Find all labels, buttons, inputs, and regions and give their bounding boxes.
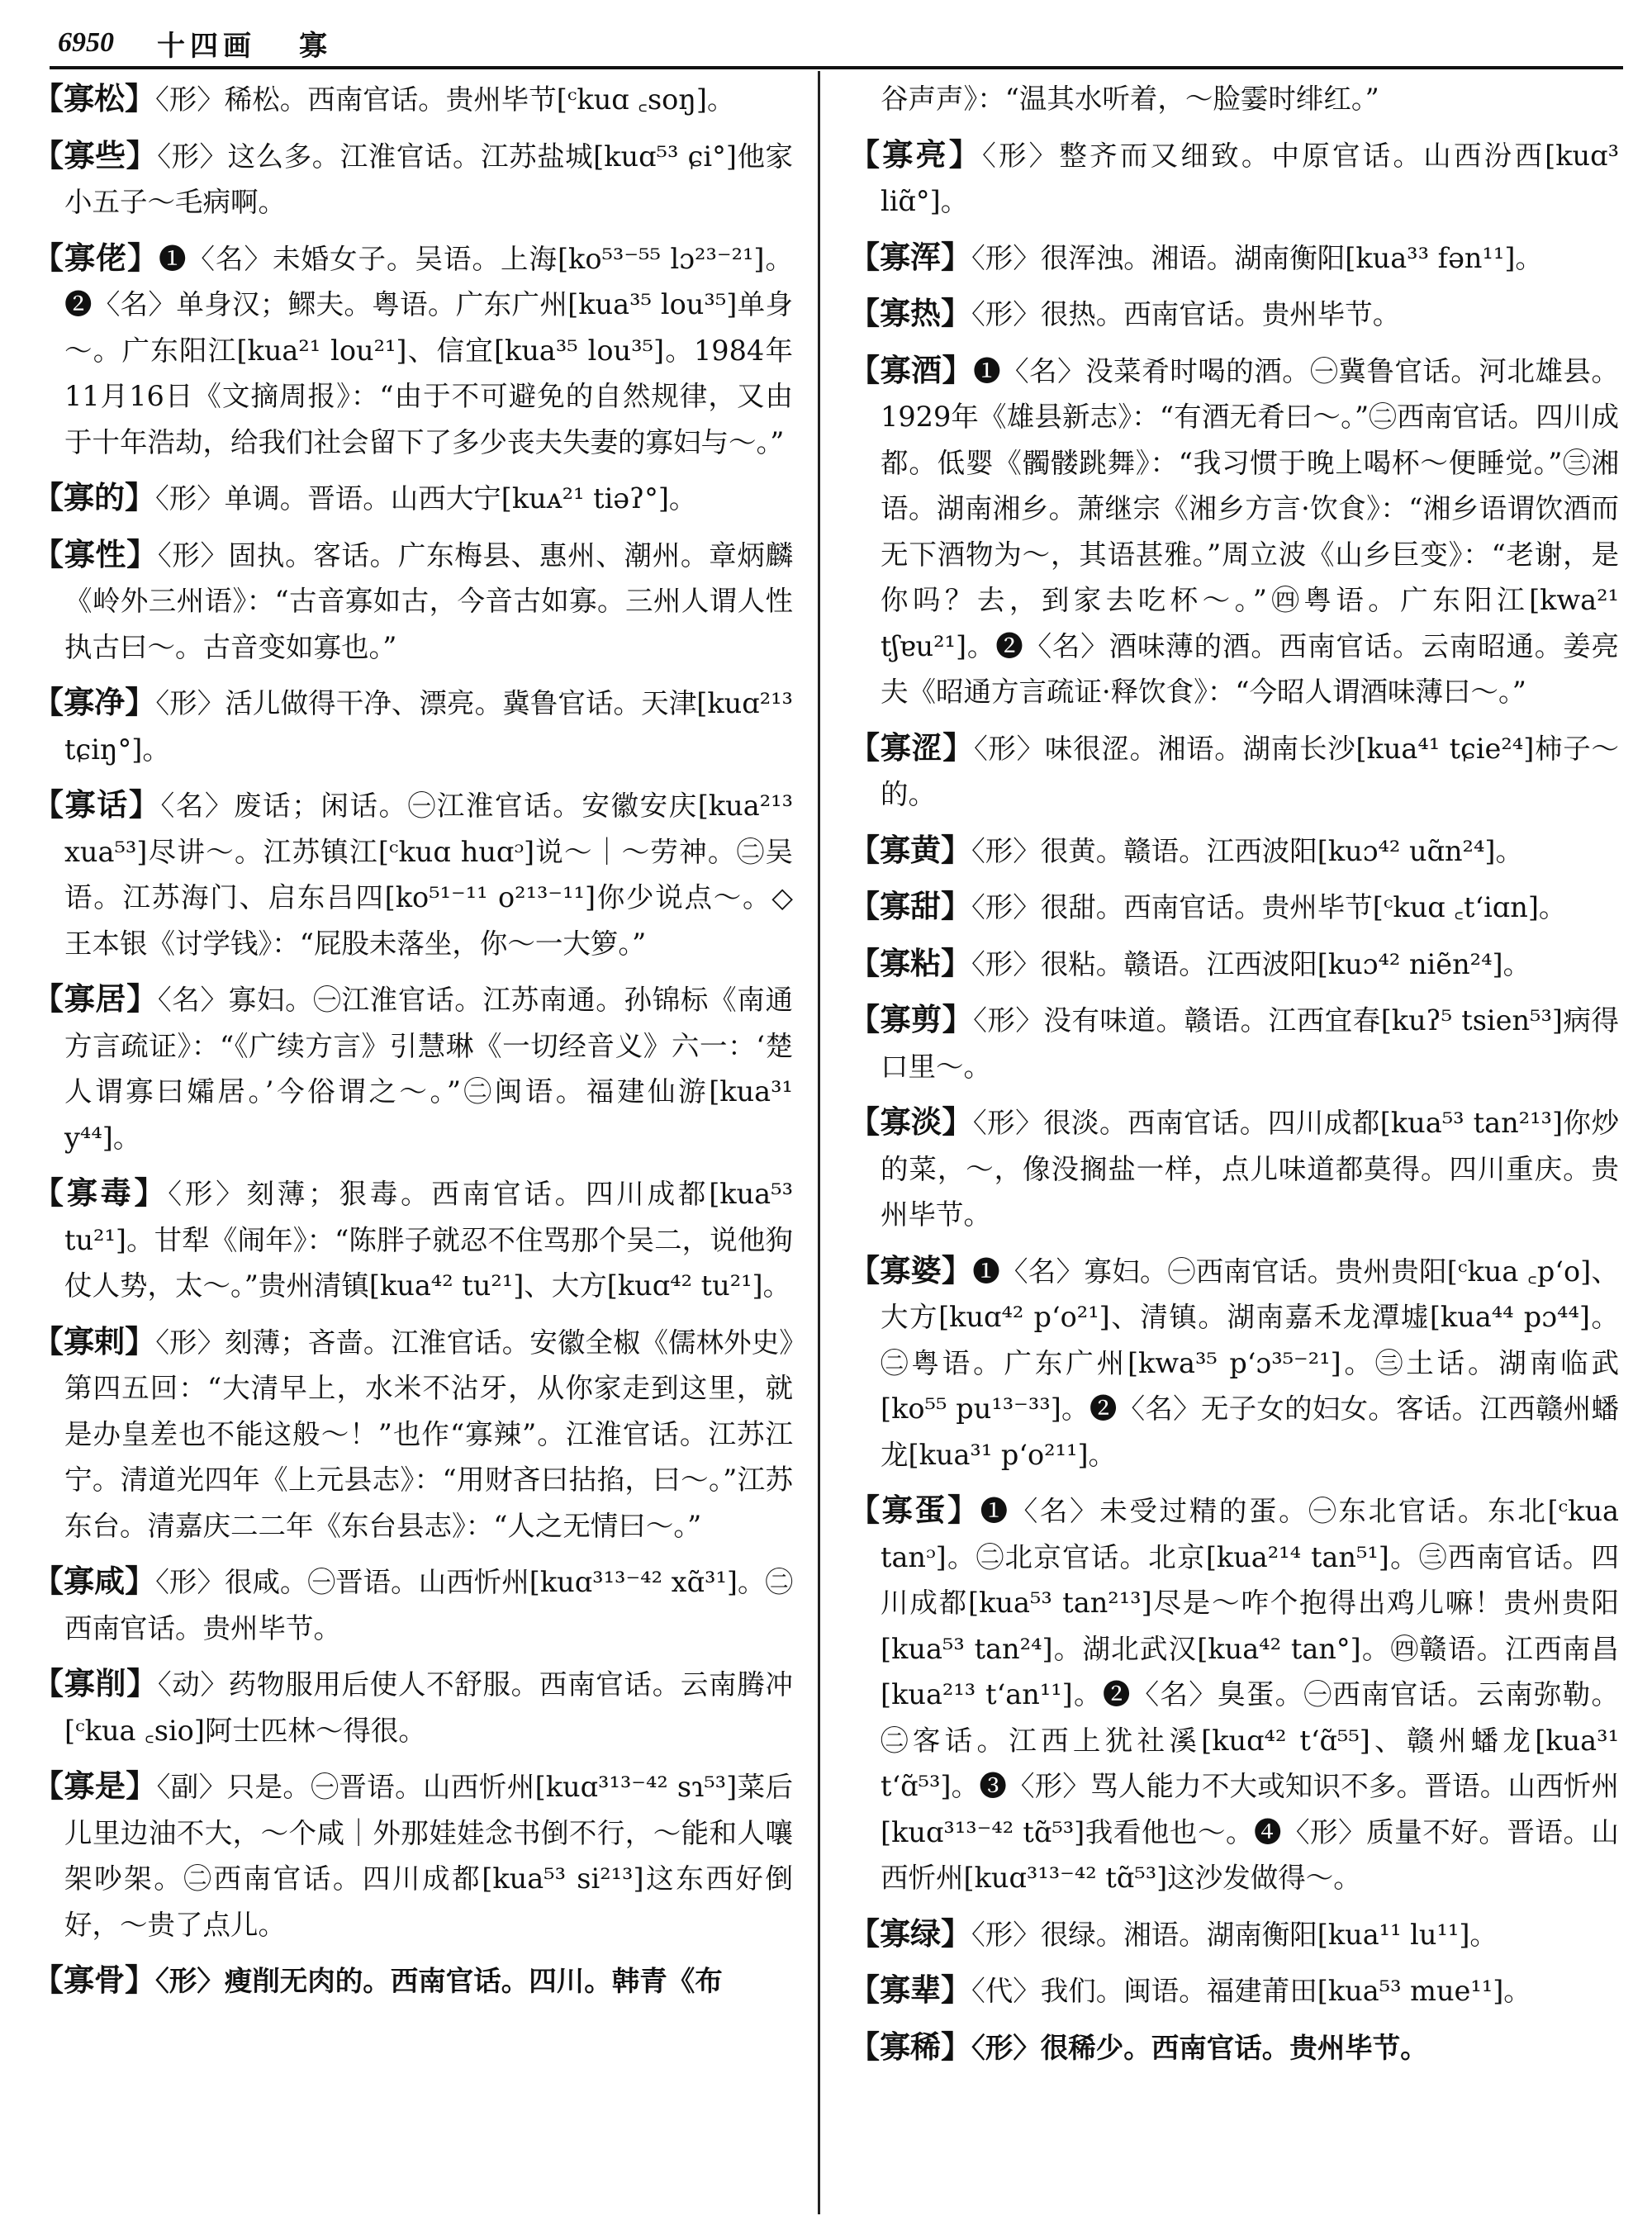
entry-headword: 【寡性】 bbox=[33, 536, 158, 572]
entry-headword: 【寡稀】 bbox=[849, 2028, 971, 2065]
entry-definition: 〈形〉很稀少。西南官话。贵州毕节。 bbox=[971, 2031, 1428, 2064]
right-column bbox=[849, 76, 1619, 2207]
entry-headword: 【寡黄】 bbox=[849, 832, 971, 868]
entry-definition: 〈形〉很浑浊。湘语。湖南衡阳[kua³³ fən¹¹]。 bbox=[971, 241, 1543, 274]
dictionary-entry bbox=[33, 235, 793, 466]
entry-headword: 【寡婆】 bbox=[849, 1252, 973, 1288]
entry-headword: 【寡咸】 bbox=[33, 1563, 156, 1599]
entry-definition: 〈名〉寡妇。㊀江淮官话。江苏南通。孙锦标《南通方言疏证》：“《广续方言》引慧琳《一切经音义》六一：‘楚人谓寡曰孀居。’今俗谓之～。”㊁闽语。福建仙游[kua³¹ y⁴⁴]。 bbox=[64, 984, 793, 1154]
head-character: 寡 bbox=[299, 29, 332, 63]
entry-definition: 〈形〉很咸。㊀晋语。山西忻州[kuɑ³¹³⁻⁴² xɑ̃³¹]。㊁西南官话。贵州毕节。 bbox=[64, 1566, 793, 1644]
entry-definition: 〈形〉没有味道。赣语。江西宜春[kuʔ⁵ tsien⁵³]病得口里～。 bbox=[881, 1004, 1619, 1083]
dictionary-entry bbox=[849, 997, 1619, 1089]
entry-definition: 〈形〉瘦削无肉的。西南官话。四川。韩青《布 bbox=[155, 1965, 723, 1997]
left-column bbox=[33, 76, 793, 2207]
dictionary-entry bbox=[849, 348, 1619, 715]
dictionary-entry bbox=[849, 725, 1619, 818]
entry-definition: 〈形〉很粘。赣语。江西波阳[kuɔ⁴² niẽn²⁴]。 bbox=[971, 947, 1531, 980]
entry-definition: ❶〈名〉未婚女子。吴语。上海[ko⁵³⁻⁵⁵ lɔ²³⁻²¹]。❷〈名〉单身汉；鳏夫。粤语。广东广州[kua³⁵ lou³⁵]单身～。广东阳江[kua²¹ lou²¹]、信宜[kua³⁵ lou³⁵]。1984年11月16日《文摘周报》：“由于不可避免的自然规律，又由于十年浩劫，给我们社会留下了多少丧夫失妻的寡妇与～。” bbox=[64, 242, 793, 458]
dictionary-entry bbox=[33, 1170, 793, 1309]
entry-headword: 【寡剌】 bbox=[33, 1323, 156, 1359]
entry-headword: 【寡浑】 bbox=[849, 239, 971, 275]
entry-definition: 〈形〉整齐而又细致。中原官话。山西汾西[kuɑ³ liɑ̃°]。 bbox=[881, 139, 1619, 217]
dictionary-entry bbox=[33, 1957, 793, 2005]
entry-definition: 〈形〉刻薄；狠毒。西南官话。四川成都[kua⁵³ tu²¹]。甘犁《闹年》：“陈胖子就忍不住骂那个吴二，说他狗仗人势，太～。”贵州清镇[kua⁴² tu²¹]、大方[kuɑ⁴² tu²¹]。 bbox=[64, 1178, 793, 1302]
entry-headword: 【寡居】 bbox=[33, 981, 158, 1017]
entry-definition: 〈代〉我们。闽语。福建莆田[kua⁵³ mue¹¹]。 bbox=[971, 1975, 1531, 2007]
dictionary-entry bbox=[849, 884, 1619, 931]
entry-definition: 〈形〉很甜。西南官话。贵州毕节[ᶜkuɑ ꜀tʻiɑn]。 bbox=[971, 891, 1567, 923]
entry-headword: 【寡热】 bbox=[849, 296, 971, 331]
entry-definition: 〈形〉味很涩。湘语。湖南长沙[kua⁴¹ tɕie²⁴]柿子～的。 bbox=[881, 732, 1619, 810]
entry-headword: 【寡的】 bbox=[33, 480, 155, 515]
entry-definition: ❶〈名〉未受过精的蛋。㊀东北官话。东北[ᶜkua tanᵓ]。㊁北京官话。北京[kua²¹⁴ tan⁵¹]。㊂西南官话。四川成都[kua⁵³ tan²¹³]尽是～咋个抱得出鸡儿嘛！贵州贵阳[kua⁵³ tan²⁴]。湖北武汉[kua⁴² tan°]。㊃赣语。江西南昌[kua²¹³ tʻan¹¹]。❷〈名〉臭蛋。㊀西南官话。云南弥勒。㊁客话。江西上犹社溪[kuɑ⁴² tʻɑ̃⁵⁵]、赣州蟠龙[kua³¹ tʻɑ̃⁵³]。❸〈形〉骂人能力不大或知识不多。晋语。山西忻州[kuɑ³¹³⁻⁴² tɑ̃⁵³]我看他也～。❹〈形〉质量不好。晋语。山西忻州[kuɑ³¹³⁻⁴² tɑ̃⁵³]这沙发做得～。 bbox=[881, 1495, 1619, 1894]
dictionary-entry bbox=[849, 1911, 1619, 1958]
dictionary-entry bbox=[33, 680, 793, 772]
entry-headword: 【寡净】 bbox=[33, 685, 156, 720]
dictionary-entry bbox=[33, 475, 793, 522]
dictionary-entry bbox=[849, 828, 1619, 875]
entry-definition: 〈形〉这么多。江淮官话。江苏盐城[kuɑ⁵³ ɕi°]他家小五子～毛病啊。 bbox=[64, 140, 793, 218]
entry-headword: 【寡话】 bbox=[33, 787, 161, 823]
entry-continuation: 谷声声》：“温其水听着，～脸霎时绯红。” bbox=[881, 83, 1379, 115]
entry-headword: 【寡削】 bbox=[33, 1666, 158, 1701]
entry-headword: 【寡辈】 bbox=[849, 1972, 971, 2008]
entry-headword: 【寡甜】 bbox=[849, 889, 971, 924]
dictionary-entry bbox=[33, 1763, 793, 1948]
entry-headword: 【寡酒】 bbox=[849, 352, 974, 388]
dictionary-entry bbox=[33, 1559, 793, 1651]
entry-headword: 【寡剪】 bbox=[849, 1002, 974, 1037]
entry-definition: 〈副〉只是。㊀晋语。山西忻州[kuɑ³¹³⁻⁴² sɿ⁵³]菜后儿里边油不大，～个咸｜外那娃娃念书倒不行，～能和人嚷架吵架。㊁西南官话。四川成都[kua⁵³ si²¹³]这东西好倒好，～贵了点儿。 bbox=[64, 1771, 793, 1941]
dictionary-entry bbox=[849, 1248, 1619, 1478]
dictionary-entry bbox=[33, 133, 793, 225]
entry-definition: 〈形〉很绿。湘语。湖南衡阳[kua¹¹ lu¹¹]。 bbox=[971, 1918, 1498, 1951]
entry-definition: ❶〈名〉没菜肴时喝的酒。㊀冀鲁官话。河北雄县。1929年《雄县新志》：“有酒无肴曰～。”㊁西南官话。四川成都。低婴《髑髅跳舞》：“我习惯于晚上喝杯～便睡觉。”㊂湘语。湖南湘乡。萧继宗《湘乡方言·饮食》：“湘乡语谓饮酒而无下酒物为～，其语甚雅。”周立波《山乡巨变》：“老谢，是你吗？去，到家去吃杯～。”㊃粤语。广东阳江[kwa²¹ tʃɐu²¹]。❷〈名〉酒味薄的酒。西南官话。云南昭通。姜亮夫《昭通方言疏证·释饮食》：“今昭人谓酒味薄曰～。” bbox=[881, 354, 1619, 708]
entry-headword: 【寡是】 bbox=[33, 1768, 157, 1804]
dictionary-entry bbox=[849, 132, 1619, 225]
entry-definition: 〈形〉活儿做得干净、漂亮。冀鲁官话。天津[kuɑ²¹³ tɕiŋ°]。 bbox=[64, 687, 793, 766]
entry-definition: 〈形〉很淡。西南官话。四川成都[kua⁵³ tan²¹³]你炒的菜，～，像没搁盐一样，点儿味道都莫得。四川重庆。贵州毕节。 bbox=[881, 1107, 1619, 1231]
dictionary-entry bbox=[33, 1661, 793, 1753]
dictionary-entry bbox=[849, 235, 1619, 282]
dictionary-entry bbox=[33, 976, 793, 1160]
dictionary-entry bbox=[849, 1099, 1619, 1238]
entry-headword: 【寡涩】 bbox=[849, 729, 974, 766]
entry-definition: 〈形〉稀松。西南官话。贵州毕节[ᶜkuɑ ꜀soŋ]。 bbox=[155, 83, 735, 116]
header-rule bbox=[50, 66, 1623, 69]
entry-headword: 【寡绿】 bbox=[849, 1915, 971, 1952]
stroke-count-label: 十四画 bbox=[157, 29, 256, 63]
entry-headword: 【寡亮】 bbox=[849, 136, 982, 173]
dictionary-entry bbox=[849, 1487, 1619, 1901]
dictionary-entry bbox=[849, 291, 1619, 338]
dictionary-entry bbox=[849, 2024, 1619, 2071]
entry-definition: 〈形〉固执。客话。广东梅县、惠州、潮州。章炳麟《岭外三州语》：“古音寡如古，今音古如寡。三州人谓人性执古曰～。古音变如寡也。” bbox=[64, 539, 793, 663]
entry-headword: 【寡松】 bbox=[33, 81, 155, 116]
entry-headword: 【寡蛋】 bbox=[849, 1492, 980, 1528]
entry-definition: ❶〈名〉寡妇。㊀西南官话。贵州贵阳[ᶜkua ꜀pʻo]、大方[kuɑ⁴² pʻo²¹]、清镇。湖南嘉禾龙潭墟[kua⁴⁴ pɔ⁴⁴]。㊁粤语。广东广州[kwa³⁵ pʻɔ³⁵⁻²¹]。㊂土话。湖南临武[ko⁵⁵ pu¹³⁻³³]。❷〈名〉无子女的妇女。客话。江西赣州蟠龙[kua³¹ pʻo²¹¹]。 bbox=[881, 1255, 1619, 1471]
dictionary-entry bbox=[849, 941, 1619, 988]
entry-definition: 〈形〉很热。西南官话。贵州毕节。 bbox=[971, 298, 1401, 330]
entry-definition: 〈形〉刻薄；吝啬。江淮官话。安徽全椒《儒林外史》第四五回：“大清早上，水米不沾牙，从你家走到这里，就是办皇差也不能这般～！”也作“寡辣”。江淮官话。江苏江宁。清道光四年《上元县志》：“用财吝曰拈掐，曰～。”江苏东台。清嘉庆二二年《东台县志》：“人之无情曰～。” bbox=[64, 1326, 793, 1542]
entry-headword: 【寡粘】 bbox=[849, 945, 971, 981]
dictionary-entry bbox=[849, 1967, 1619, 2014]
entry-headword: 【寡些】 bbox=[33, 137, 158, 173]
dictionary-entry bbox=[33, 1319, 793, 1549]
entry-definition: 〈形〉很黄。赣语。江西波阳[kuɔ⁴² uɑ̃n²⁴]。 bbox=[971, 834, 1523, 867]
entry-headword: 【寡佬】 bbox=[33, 240, 159, 276]
entry-definition: 〈形〉单调。晋语。山西大宁[kuᴀ²¹ tiəʔ°]。 bbox=[155, 482, 697, 515]
entry-headword: 【寡淡】 bbox=[849, 1104, 973, 1140]
dictionary-entry bbox=[33, 76, 793, 123]
entry-definition: 〈名〉废话；闲话。㊀江淮官话。安徽安庆[kua²¹³ xua⁵³]尽讲～。江苏镇江[ᶜkuɑ huɑᵓ]说～｜～劳神。㊁吴语。江苏海门、启东吕四[ko⁵¹⁻¹¹ o²¹³⁻¹¹]你少说点～。◇王本银《讨学钱》：“屁股未落坐，你～一大箩。” bbox=[64, 790, 793, 960]
column-divider bbox=[818, 71, 820, 2214]
dictionary-entry bbox=[33, 782, 793, 966]
page-number: 6950 bbox=[58, 27, 114, 58]
entry-headword: 【寡毒】 bbox=[33, 1175, 169, 1211]
dictionary-entry bbox=[33, 532, 793, 671]
page-header bbox=[58, 18, 1627, 68]
entry-headword: 【寡骨】 bbox=[33, 1962, 155, 1998]
entry-definition: 〈动〉药物服用后使人不舒服。西南官话。云南腾冲[ᶜkua ꜀sio]阿士匹林～得很。 bbox=[64, 1668, 793, 1747]
